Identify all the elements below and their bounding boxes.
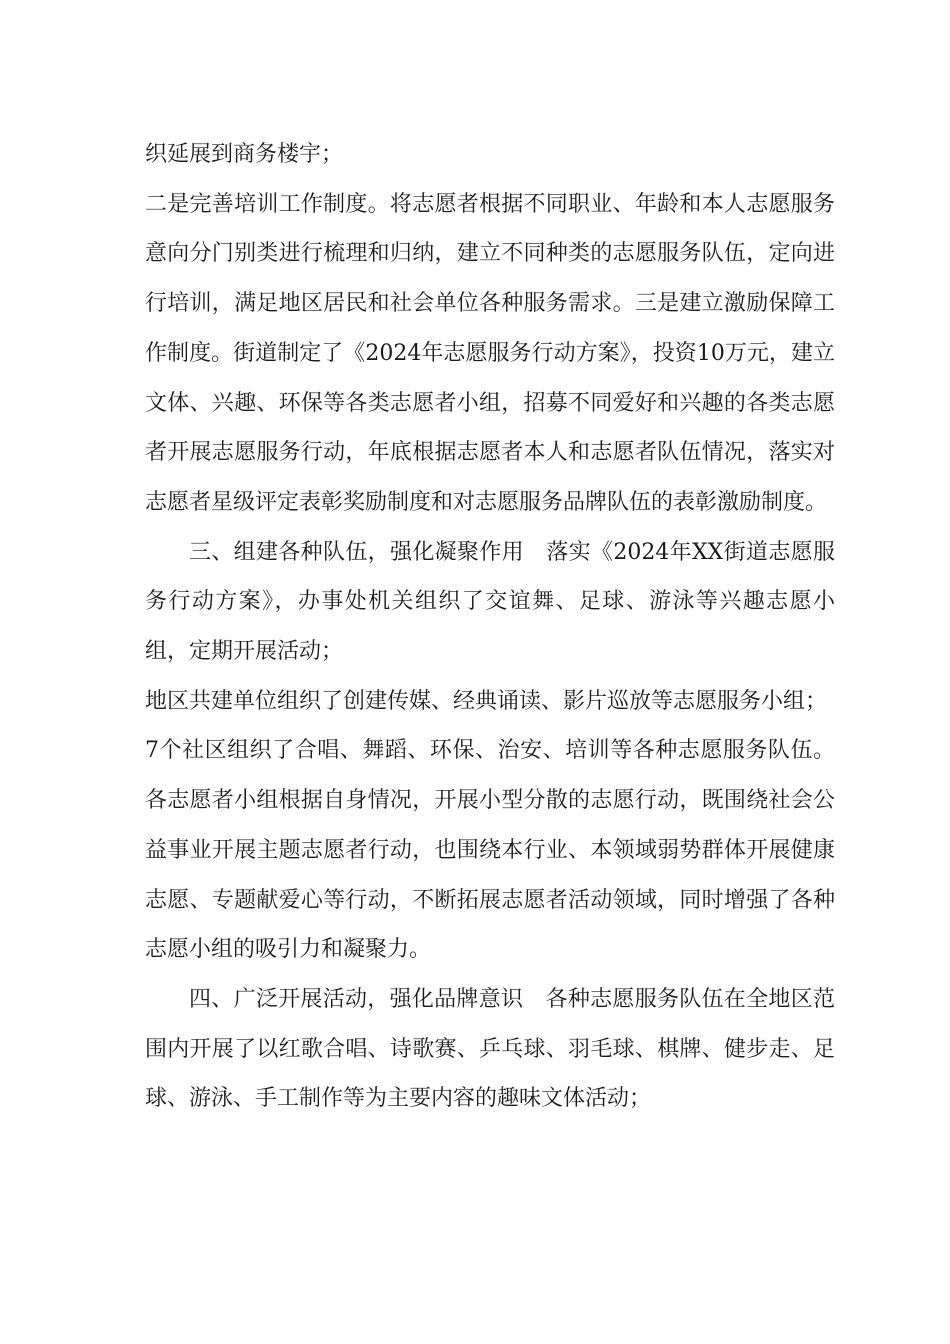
paragraph-community-teams: 7个社区组织了合唱、舞蹈、环保、治安、培训等各种志愿服务队伍。各志愿者小组根据自身情况，开展小型分散的志愿行动，既围绕社会公益事业开展主题志愿者行动，也围绕本行业、本领域弱势群体开展健康志愿、专题献爱心等行动，不断拓展志愿者活动领域，同时增强了各种志愿小组的吸引力和凝聚力。 — [145, 738, 835, 963]
document-body — [145, 130, 835, 1124]
paragraph-section-three: 三、组建各种队伍，强化凝聚作用 落实《2024年XX街道志愿服务行动方案》，办事处机关组织了交谊舞、足球、游泳等兴趣志愿小组，定期开展活动； — [145, 539, 835, 665]
paragraph-training-system: 二是完善培训工作制度。将志愿者根据不同职业、年龄和本人志愿服务意向分门别类进行梳理和归纳，建立不同种类的志愿服务队伍，定向进行培训，满足地区居民和社会单位各种服务需求。三是建立激励保障工作制度。街道制定了《2024年志愿服务行动方案》，投资10万元，建立文体、兴趣、环保等各类志愿者小组，招募不同爱好和兴趣的各类志愿者开展志愿服务行动，年底根据志愿者本人和志愿者队伍情况，落实对志愿者星级评定表彰奖励制度和对志愿服务品牌队伍的表彰激励制度。 — [145, 191, 835, 515]
paragraph-section-four: 四、广泛开展活动，强化品牌意识 各种志愿服务队伍在全地区范围内开展了以红歌合唱、诗歌赛、乒乓球、羽毛球、棋牌、健步走、足球、游泳、手工制作等为主要内容的趣味文体活动； — [145, 986, 835, 1112]
paragraph-continuation: 织延展到商务楼宇； — [145, 142, 344, 167]
paragraph-partner-units: 地区共建单位组织了创建传媒、经典诵读、影片巡放等志愿服务小组； — [145, 688, 828, 714]
